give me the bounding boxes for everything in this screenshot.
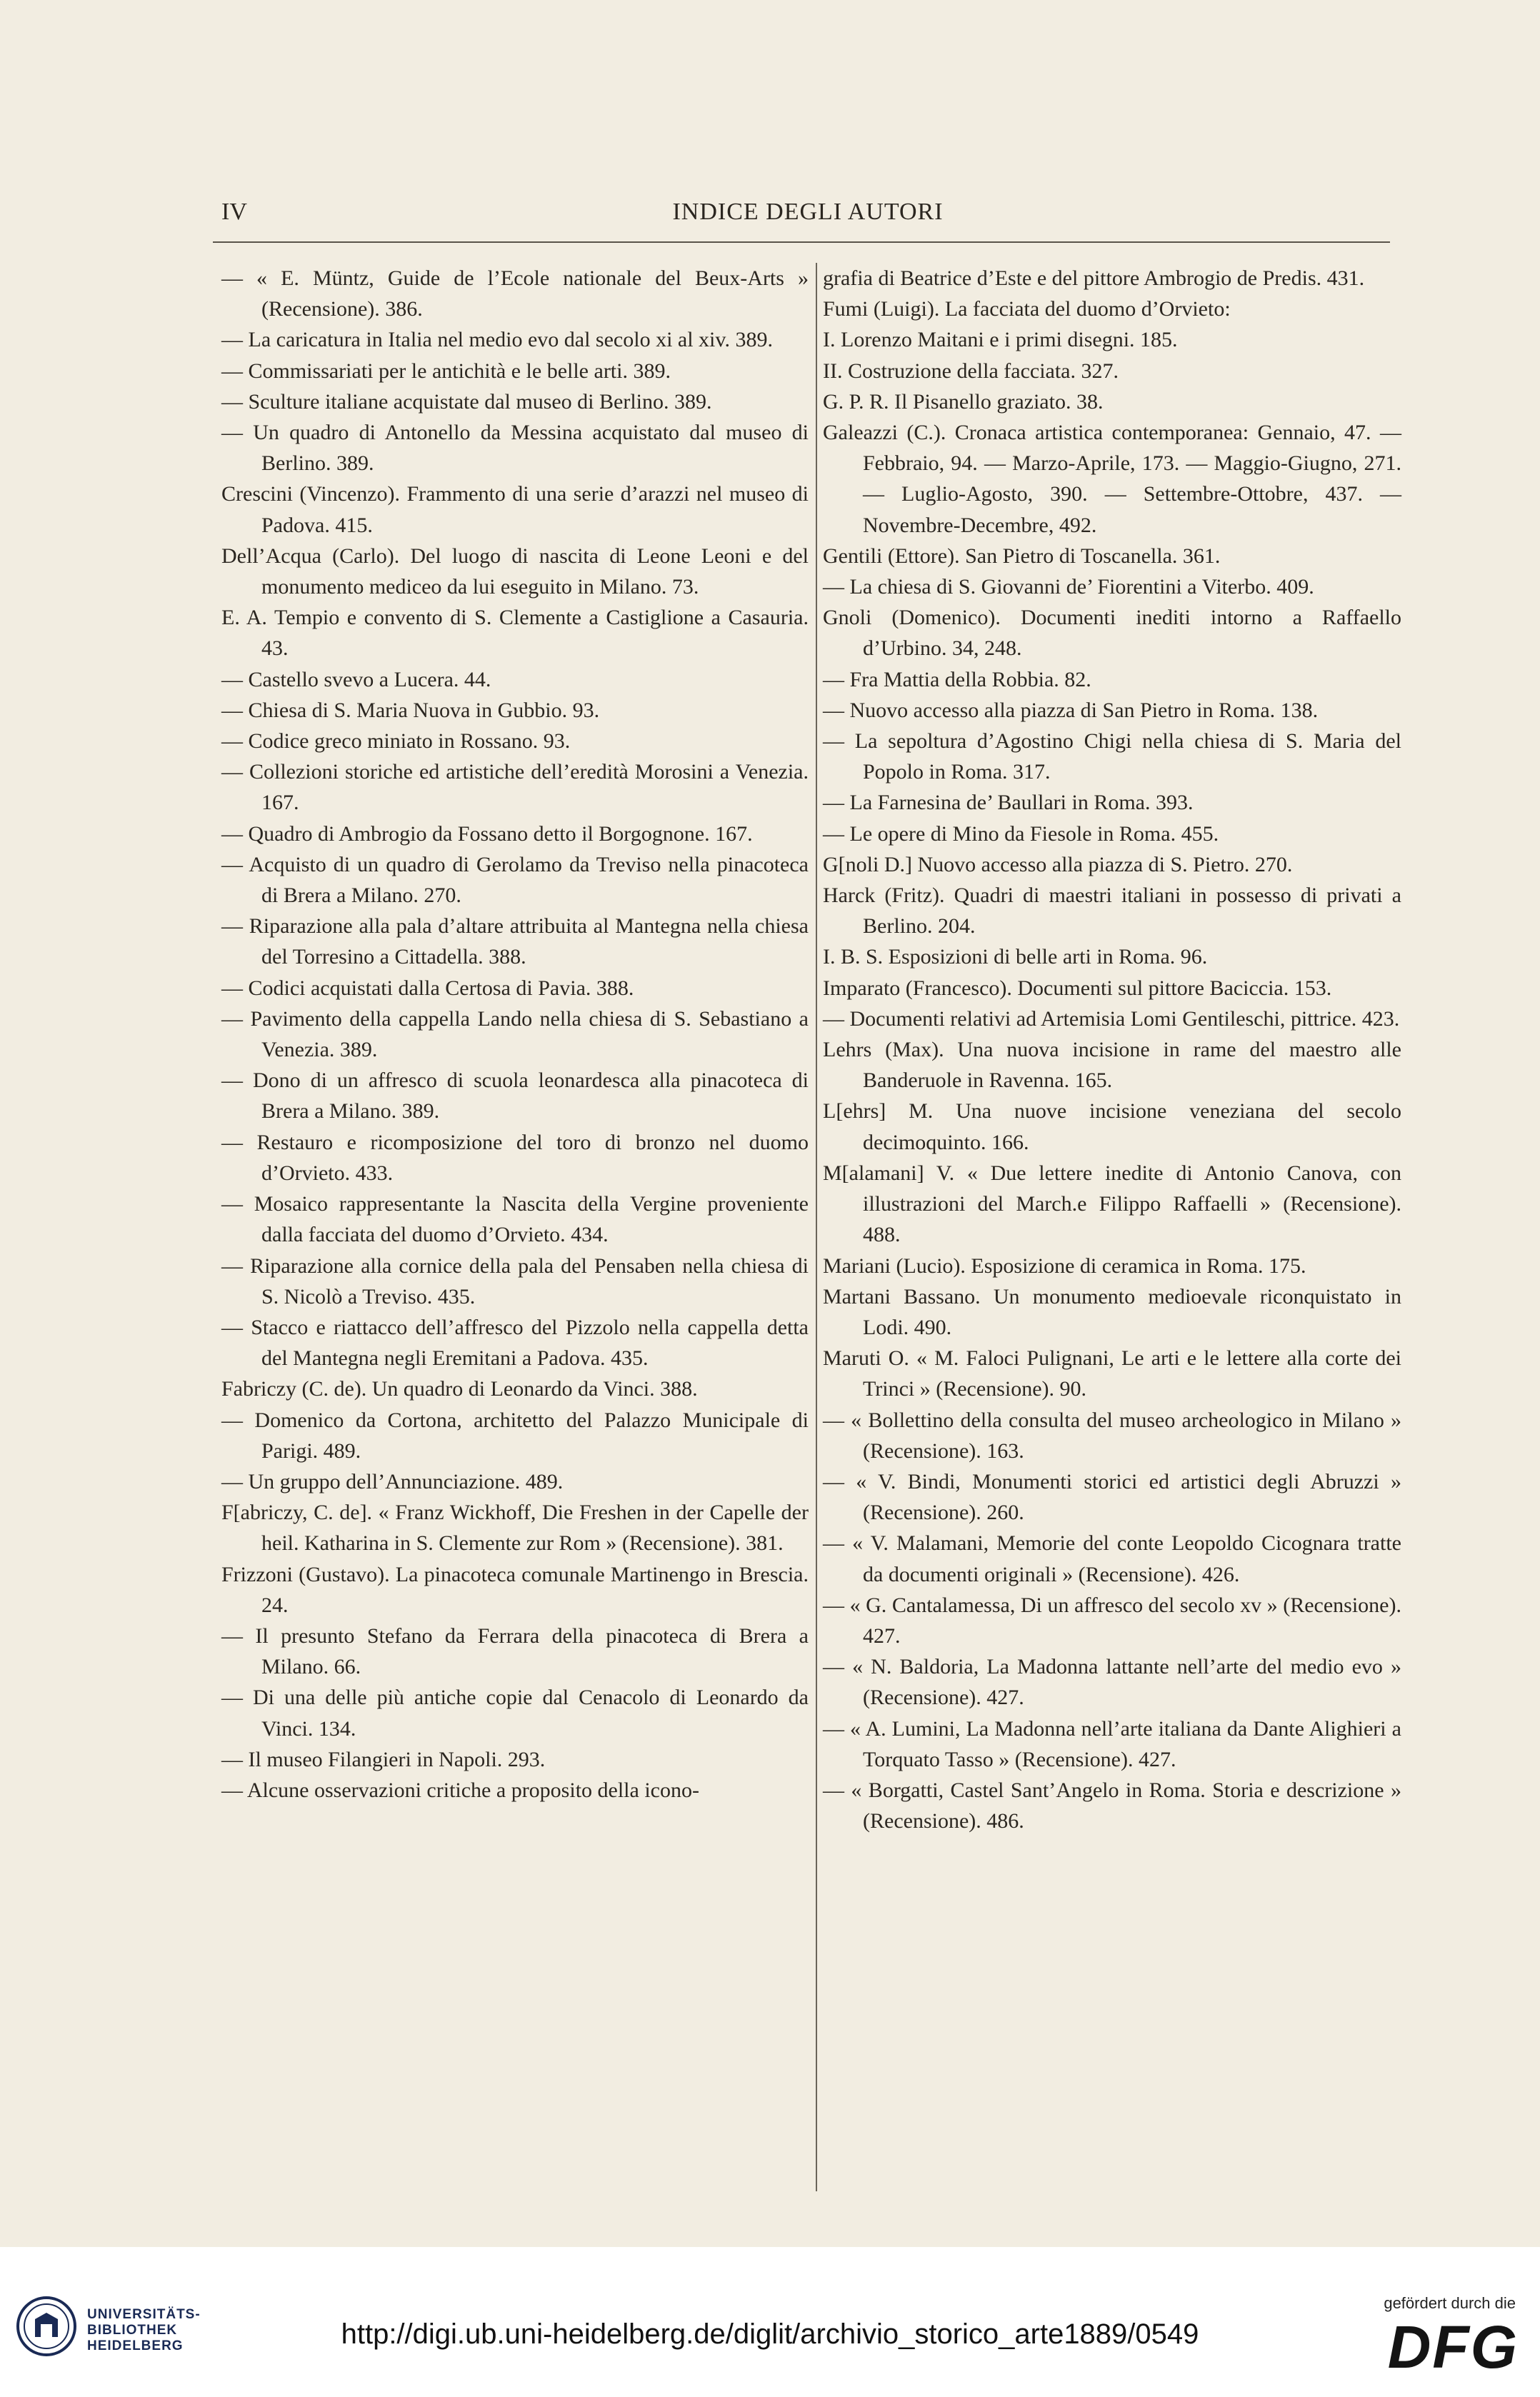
header-rule: [213, 241, 1390, 243]
index-entry: Fabriczy (C. de). Un quadro di Leonardo da Vinci. 388.: [221, 1377, 698, 1401]
index-entry: G. P. R. Il Pisanello graziato. 38.: [823, 389, 1104, 414]
index-entry: — Castello svevo a Lucera. 44.: [221, 667, 491, 691]
index-entry: — La sepoltura d’Agostino Chigi nella chiesa di S. Maria del Popolo in Roma. 317.: [823, 729, 1401, 784]
index-entry: — Un quadro di Antonello da Messina acquistato dal museo di Berlino. 389.: [221, 421, 809, 476]
index-entry: — Collezioni storiche ed artistiche dell’eredità Morosini a Venezia. 167.: [221, 760, 809, 815]
index-entry: Harck (Fritz). Quadri di maestri italiani in possesso di privati a Berlino. 204.: [823, 884, 1401, 939]
index-entry: — Commissariati per le antichità e le belle arti. 389.: [221, 359, 671, 383]
index-entry: — « N. Baldoria, La Madonna lattante nell’arte del medio evo » (Recensione). 427.: [823, 1655, 1401, 1710]
index-entry: I. B. S. Esposizioni di belle arti in Roma. 96.: [823, 945, 1208, 969]
index-entry: — Riparazione alla pala d’altare attribuita al Mantegna nella chiesa del Torresino a Cittadella. 388.: [221, 914, 809, 969]
funding-label: gefördert durch die: [1384, 2294, 1516, 2312]
index-entry: — « A. Lumini, La Madonna nell’arte italiana da Dante Alighieri a Torquato Tasso » (Recensione). 427.: [823, 1716, 1401, 1771]
index-entry: Fumi (Luigi). La facciata del duomo d’Orvieto:: [823, 297, 1231, 321]
index-entry: I. Lorenzo Maitani e i primi disegni. 185.: [823, 328, 1178, 352]
index-entry: Galeazzi (C.). Cronaca artistica contemporanea: Gennaio, 47. — Febbraio, 94. — Marzo-Aprile, 173. — Maggio-Giugno, 271. — Luglio-Agosto, 390. — Settembre-Ottobre, 437. — Novembre-Decembre, 492.: [823, 421, 1401, 537]
index-entry: — « G. Cantalamessa, Di un affresco del secolo xv » (Recensione). 427.: [823, 1593, 1401, 1648]
index-entry: — Il museo Filangieri in Napoli. 293.: [221, 1747, 546, 1771]
index-entry: M[alamani] V. « Due lettere inedite di Antonio Canova, con illustrazioni del March.e Filippo Raffaelli » (Recensione). 488.: [823, 1161, 1401, 1247]
viewer-footer: [0, 2247, 1540, 2397]
index-entry: Crescini (Vincenzo). Frammento di una serie d’arazzi nel museo di Padova. 415.: [221, 482, 809, 537]
index-entry: Gnoli (Domenico). Documenti inediti intorno a Raffaello d’Urbino. 34, 248.: [823, 606, 1401, 661]
library-name-line: UNIVERSITÄTS-: [87, 2307, 201, 2322]
index-entry: — Un gruppo dell’Annunciazione. 489.: [221, 1469, 564, 1493]
index-entry: — Nuovo accesso alla piazza di San Pietro in Roma. 138.: [823, 698, 1319, 722]
index-entry: — Dono di un affresco di scuola leonardesca alla pinacoteca di Brera a Milano. 389.: [221, 1069, 809, 1124]
index-entry: — Documenti relativi ad Artemisia Lomi Gentileschi, pittrice. 423.: [823, 1006, 1400, 1031]
index-entry: Mariani (Lucio). Esposizione di ceramica in Roma. 175.: [823, 1253, 1306, 1278]
index-entry: — Mosaico rappresentante la Nascita della Vergine proveniente dalla facciata del duomo d’Orvieto. 434.: [221, 1192, 809, 1247]
index-entry: — Domenico da Cortona, architetto del Palazzo Municipale di Parigi. 489.: [221, 1408, 809, 1463]
page-number: IV: [221, 199, 247, 225]
index-entry: — La chiesa di S. Giovanni de’ Fiorentini a Viterbo. 409.: [823, 575, 1314, 599]
index-entry: — Codici acquistati dalla Certosa di Pavia. 388.: [221, 976, 634, 1000]
index-entry: II. Costruzione della facciata. 327.: [823, 359, 1119, 383]
index-entry: Maruti O. « M. Faloci Pulignani, Le arti e le lettere alla corte dei Trinci » (Recensione). 90.: [823, 1346, 1401, 1401]
library-name-line: BIBLIOTHEK: [87, 2323, 178, 2338]
index-entry: — La caricatura in Italia nel medio evo dal secolo xi al xiv. 389.: [221, 328, 773, 352]
library-name-line: HEIDELBERG: [87, 2338, 184, 2353]
index-entry: — Restauro e ricomposizione del toro di bronzo nel duomo d’Orvieto. 433.: [221, 1130, 809, 1185]
index-entry: — Il presunto Stefano da Ferrara della pinacoteca di Brera a Milano. 66.: [221, 1623, 809, 1679]
index-entry: — La Farnesina de’ Baullari in Roma. 393.: [823, 791, 1194, 815]
index-entry: — « V. Bindi, Monumenti storici ed artistici degli Abruzzi » (Recensione). 260.: [823, 1469, 1401, 1525]
index-entry: — Quadro di Ambrogio da Fossano detto il Borgognone. 167.: [221, 821, 753, 846]
index-entry: — « Borgatti, Castel Sant’Angelo in Roma. Storia e descrizione » (Recensione). 486.: [823, 1778, 1401, 1833]
index-entry: — « Bollettino della consulta del museo archeologico in Milano » (Recensione). 163.: [823, 1408, 1401, 1463]
index-entry: — Alcune osservazioni critiche a proposito della icono-: [221, 1778, 699, 1802]
index-entry: F[abriczy, C. de]. « Franz Wickhoff, Die Freshen in der Capelle der heil. Katharina in S. Clemente zur Rom » (Recensione). 381.: [221, 1501, 809, 1556]
permalink-url[interactable]: http://digi.ub.uni-heidelberg.de/diglit/archivio_storico_arte1889/0549: [341, 2318, 1199, 2350]
index-entry: — Codice greco miniato in Rossano. 93.: [221, 729, 571, 754]
index-entry: — Chiesa di S. Maria Nuova in Gubbio. 93.: [221, 698, 600, 722]
index-entry: G[noli D.] Nuovo accesso alla piazza di S. Pietro. 270.: [823, 852, 1293, 876]
index-entry: — Le opere di Mino da Fiesole in Roma. 455.: [823, 821, 1219, 846]
index-entry: — Riparazione alla cornice della pala del Pensaben nella chiesa di S. Nicolò a Treviso. 435.: [221, 1253, 809, 1308]
index-entry: — Acquisto di un quadro di Gerolamo da Treviso nella pinacoteca di Brera a Milano. 270.: [221, 852, 809, 908]
index-entry: Martani Bassano. Un monumento medioevale riconquistato in Lodi. 490.: [823, 1284, 1401, 1339]
index-entry: — Stacco e riattacco dell’affresco del Pizzolo nella cappella detta del Mantegna negli Eremitani a Padova. 435.: [221, 1315, 809, 1371]
index-entry: — Di una delle più antiche copie dal Cenacolo di Leonardo da Vinci. 134.: [221, 1686, 809, 1741]
left-index-column: [221, 263, 809, 2206]
index-entry: Lehrs (Max). Una nuova incisione in rame del maestro alle Banderuole in Ravenna. 165.: [823, 1038, 1401, 1093]
index-entry: — « E. Müntz, Guide de l’Ecole nationale del Beux-Arts » (Recensione). 386.: [221, 266, 809, 321]
index-entry: — Fra Mattia della Robbia. 82.: [823, 667, 1091, 691]
column-divider: [816, 263, 817, 2191]
index-entry: E. A. Tempio e convento di S. Clemente a Castiglione a Casauria. 43.: [221, 606, 809, 661]
index-entry: Gentili (Ettore). San Pietro di Toscanella. 361.: [823, 544, 1221, 568]
index-entry: — Pavimento della cappella Lando nella chiesa di S. Sebastiano a Venezia. 389.: [221, 1006, 809, 1062]
index-entry: Imparato (Francesco). Documenti sul pittore Baciccia. 153.: [823, 976, 1332, 1000]
index-entry: Frizzoni (Gustavo). La pinacoteca comunale Martinengo in Brescia. 24.: [221, 1562, 809, 1617]
index-entry: — « V. Malamani, Memorie del conte Leopoldo Cicognara tratte da documenti originali » (Recensione). 426.: [823, 1531, 1401, 1586]
index-entry: Dell’Acqua (Carlo). Del luogo di nascita di Leone Leoni e del monumento mediceo da lui eseguito in Milano. 73.: [221, 544, 809, 599]
index-entry: L[ehrs] M. Una nuove incisione veneziana del secolo decimoquinto. 166.: [823, 1099, 1401, 1154]
page-title: INDICE DEGLI AUTORI: [672, 199, 944, 225]
right-index-column: [823, 263, 1401, 2206]
dfg-logo[interactable]: DFG: [1387, 2313, 1519, 2381]
index-entry: grafia di Beatrice d’Este e del pittore Ambrogio de Predis. 431.: [823, 266, 1365, 290]
index-entry: — Sculture italiane acquistate dal museo di Berlino. 389.: [221, 389, 712, 414]
page-header: [221, 199, 1394, 234]
